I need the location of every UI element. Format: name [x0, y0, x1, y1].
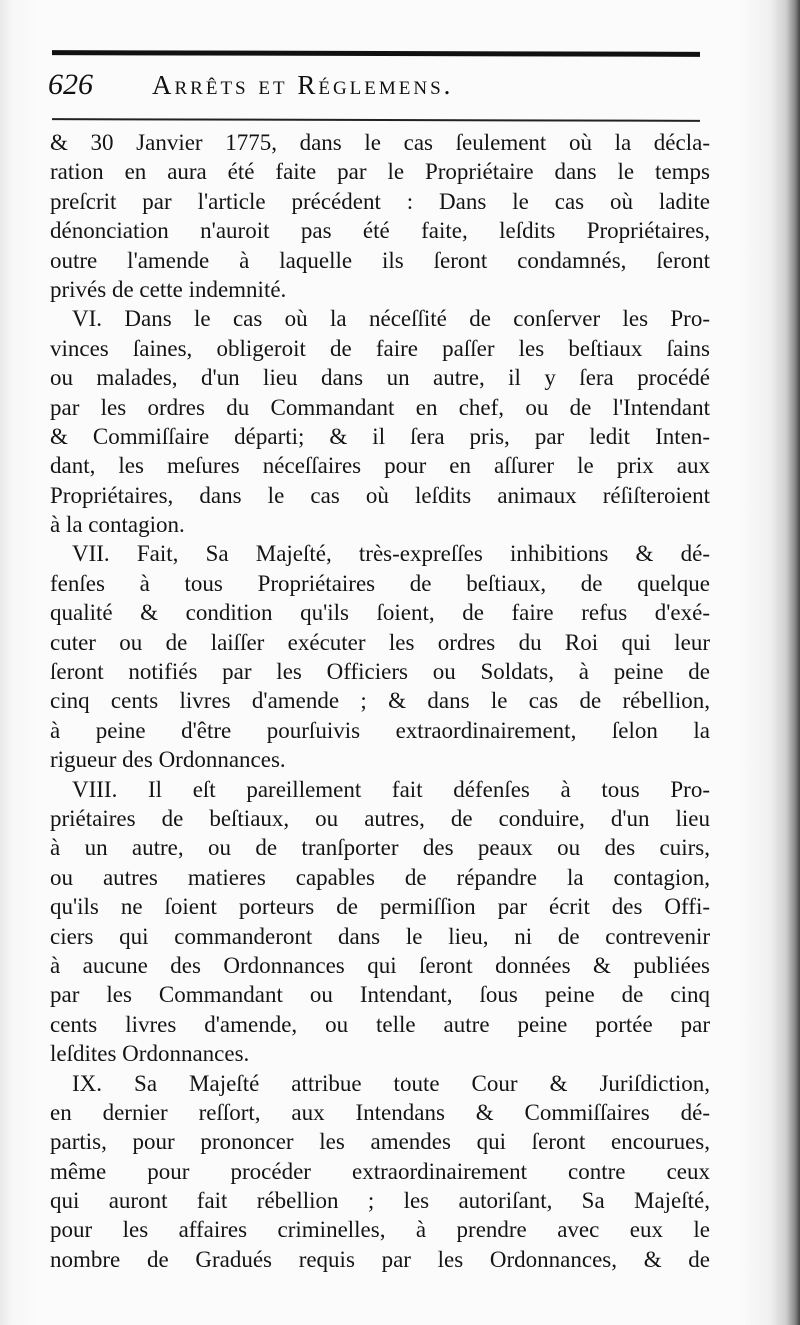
article-ix-line: IX. Sa Majeſté attribue toute Cour & Juriſdiction,: [72, 1070, 710, 1096]
text-line: à un autre, ou de tranſporter des peaux ou des cuirs,: [50, 835, 710, 861]
text-line: cinq cents livres d'amende ; & dans le cas de rébellion,: [50, 688, 710, 714]
text-line: privés de cette indemnité.: [50, 276, 287, 302]
text-line: leſdites Ordonnances.: [50, 1041, 250, 1067]
body-text: [50, 128, 710, 1274]
text-line: ſeront notifiés par les Officiers ou Soldats, à peine de: [50, 659, 710, 685]
text-line: ou malades, d'un lieu dans un autre, il y ſera procédé: [50, 365, 710, 391]
text-line: outre l'amende à laquelle ils ſeront condamnés, ſeront: [50, 247, 710, 273]
text-line: nombre de Gradués requis par les Ordonnances, & de: [50, 1246, 710, 1272]
header-bottom-rule: [52, 118, 700, 122]
article-vi-line: VI. Dans le cas où la néceſſité de conſerver les Pro-: [72, 306, 710, 332]
text-line: ciers qui commanderont dans le lieu, ni de contrevenir: [50, 923, 710, 949]
text-line: par les Commandant ou Intendant, ſous peine de cinq: [50, 982, 710, 1008]
text-line: & 30 Janvier 1775, dans le cas ſeulement où la décla-: [50, 130, 710, 155]
text-line: vinces ſaines, obligeroit de faire paſſer les beſtiaux ſains: [50, 335, 710, 361]
text-line: cents livres d'amende, ou telle autre peine portée par: [50, 1011, 710, 1037]
text-line: & Commiſſaire départi; & il ſera pris, par ledit Inten-: [50, 423, 710, 449]
text-line: Propriétaires, dans le cas où leſdits animaux réſiſteroient: [50, 482, 710, 508]
text-line: qui auront fait rébellion ; les autoriſant, Sa Majeſté,: [50, 1188, 710, 1214]
text-line: ration en aura été faite par le Propriétaire dans le temps: [50, 159, 710, 185]
text-line: qu'ils ne ſoient porteurs de permiſſion par écrit des Offi-: [50, 894, 710, 920]
text-line: priétaires de beſtiaux, ou autres, de conduire, d'un lieu: [50, 805, 710, 831]
text-line: qualité & condition qu'ils ſoient, de faire refus d'exé-: [50, 600, 710, 626]
text-line: cuter ou de laiſſer exécuter les ordres du Roi qui leur: [50, 629, 710, 655]
article-vii-line: VII. Fait, Sa Majeſté, très-expreſſes inhibitions & dé-: [72, 541, 710, 567]
text-line: preſcrit par l'article précédent : Dans le cas où ladite: [50, 188, 710, 214]
text-line: partis, pour prononcer les amendes qui ſeront encourues,: [50, 1129, 710, 1155]
text-line: à peine d'être pourſuivis extraordinairement, ſelon la: [50, 717, 710, 743]
text-line: dant, les meſures néceſſaires pour en aſſurer le prix aux: [50, 453, 710, 479]
text-line: à aucune des Ordonnances qui ſeront données & publiées: [50, 952, 710, 978]
page-number: 626: [48, 68, 93, 101]
text-line: fenſes à tous Propriétaires de beſtiaux, de quelque: [50, 570, 710, 596]
text-line: à la contagion.: [50, 512, 185, 538]
text-line: rigueur des Ordonnances.: [50, 747, 286, 773]
text-line: ou autres matieres capables de répandre la contagion,: [50, 864, 710, 890]
text-line: même pour procéder extraordinairement contre ceux: [50, 1158, 710, 1184]
page-header: [48, 66, 708, 110]
header-top-rule: [52, 50, 700, 57]
running-head: Arrêts et Réglemens.: [152, 70, 454, 100]
text-line: pour les affaires criminelles, à prendre avec eux le: [50, 1217, 710, 1243]
text-line: dénonciation n'auroit pas été faite, leſdits Propriétaires,: [50, 218, 710, 244]
text-line: par les ordres du Commandant en chef, ou de l'Intendant: [50, 394, 710, 420]
article-viii-line: VIII. Il eſt pareillement fait défenſes à tous Pro-: [72, 776, 710, 802]
text-line: en dernier reſſort, aux Intendans & Commiſſaires dé-: [50, 1099, 710, 1125]
